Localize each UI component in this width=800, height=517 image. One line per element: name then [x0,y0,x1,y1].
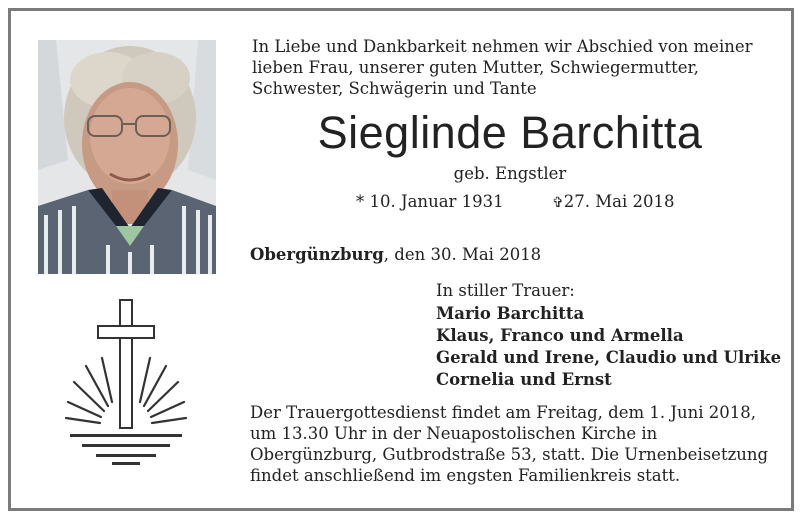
birth-star-icon: * [356,192,365,211]
mourner-entry: Mario Barchitta [436,304,585,323]
place-date-line [250,245,541,264]
portrait-photo [38,40,216,274]
place-name: Obergünzburg [250,245,384,264]
mourner-entry: Cornelia und Ernst [436,370,612,389]
intro-text: In Liebe und Dankbarkeit nehmen wir Abschied von meiner lieben Frau, unserer guten Mutter, Schwiegermutter, Schwester, Schwägerin und Tante [252,37,753,98]
mourners-list [436,303,781,391]
mourner-entry: Klaus, Franco und Armella [436,326,684,345]
deceased-name: Sieglinde Barchitta [317,107,703,158]
mourning-label: In stiller Trauer: [436,281,575,300]
death-cross-icon: ✞ [552,195,564,211]
service-info: Der Trauergottesdienst findet am Freitag, dem 1. Juni 2018, um 13.30 Uhr in der Neuapostolischen Kirche in Obergünzburg, Gutbrodstraße 53, statt. Die Urnenbeisetzung findet anschließend im engsten Familienkreis statt. [250,403,769,485]
maiden-name: geb. Engstler [453,164,567,183]
birth-line [356,192,504,211]
birth-date: 10. Januar 1931 [369,192,504,211]
death-date: 27. Mai 2018 [563,192,675,211]
cross-with-rising-sun-icon [62,298,190,466]
death-line [552,192,674,211]
mourner-entry: Gerald und Irene, Claudio und Ulrike [436,348,782,367]
notice-date: , den 30. Mai 2018 [383,245,542,264]
